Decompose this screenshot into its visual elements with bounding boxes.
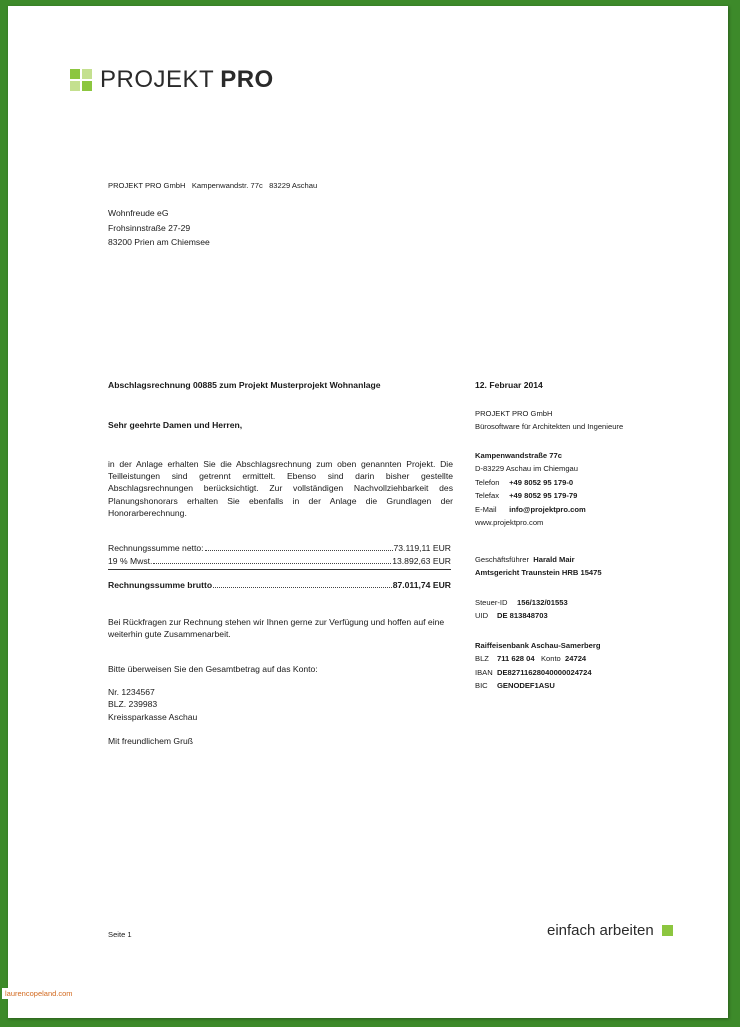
document-page (8, 6, 728, 1018)
netto-row (108, 543, 451, 556)
recipient-city: 83200 Prien am Chiemsee (108, 237, 210, 247)
netto-value: 73.119,11 EUR (393, 543, 451, 553)
bank-blz: BLZ 711 628 04 Konto 24724 (475, 654, 587, 664)
tax-id: Steuer-ID 156/132/01553 (475, 598, 568, 607)
company-phone: Telefon +49 8052 95 179-0 (475, 477, 574, 487)
account-bank: Kreissparkasse Aschau (108, 711, 198, 722)
page-number: Seite 1 (108, 930, 132, 939)
invoice-date: 12. Februar 2014 (475, 380, 543, 390)
invoice-subject: Abschlagsrechnung 00885 zum Projekt Musterprojekt Wohnanlage (108, 380, 381, 390)
intro-paragraph: in der Anlage erhalten Sie die Abschlagsrechnung zum oben genannten Projekt. Die Teilleistungen sind getrennt ermittelt. Ebenso sind darin bisher gestellte Abschlagsrechnungen berücksichtigt. Zur vollständigen Nachvollziehbarkeit des Planungshonorars erhalten Sie ebenfalls in der Anlage die Grundlagen der Honorarberechnung. (108, 459, 453, 518)
recipient-street: Frohsinnstraße 27-29 (108, 222, 191, 233)
company-bank (475, 639, 600, 693)
mwst-label: 19 % Mwst. (108, 556, 153, 566)
footer-tagline: einfach arbeiten (547, 922, 673, 939)
greeting: Sehr geehrte Damen und Herren, (108, 420, 243, 430)
questions-paragraph: Bei Rückfragen zur Rechnung stehen wir Ihnen gerne zur Verfügung und hoffen auf eine weiterhin gute Zusammenarbeit. (108, 617, 445, 640)
company-contact (475, 449, 586, 529)
company-street: Kampenwandstraße 77c (475, 451, 562, 460)
logo-mark-icon (70, 69, 92, 91)
company-tax (475, 596, 568, 623)
company-name: PROJEKT PRO GmbH (475, 409, 553, 418)
sender-line: PROJEKT PRO GmbH Kampenwandstr. 77c 83229 Aschau (108, 181, 318, 190)
company-court: Amtsgericht Traunstein HRB 15475 (475, 568, 602, 578)
company-email[interactable]: E-Mail info@projektpro.com (475, 504, 586, 514)
company-claim: Bürosoftware für Architekten und Ingenieure (475, 422, 624, 432)
company-info (475, 407, 623, 434)
account-number: Nr. 1234567 (108, 687, 155, 697)
transfer-paragraph: Bitte überweisen Sie den Gesamtbetrag auf das Konto: (108, 664, 318, 674)
watermark: laurencopeland.com (2, 988, 76, 999)
recipient-name: Wohnfreude eG (108, 208, 169, 218)
company-fax: Telefax +49 8052 95 179-79 (475, 491, 578, 501)
mwst-value: 13.892,63 EUR (392, 556, 451, 566)
recipient-address (108, 206, 210, 250)
company-web[interactable]: www.projektpro.com (475, 518, 544, 528)
bank-iban: IBAN DE82711628040000024724 (475, 667, 592, 677)
account-blz: BLZ. 239983 (108, 699, 158, 710)
bank-name: Raiffeisenbank Aschau-Samerberg (475, 641, 601, 650)
closing: Mit freundlichem Gruß (108, 736, 194, 746)
company-city: D-83229 Aschau im Chiemgau (475, 464, 578, 474)
brutto-label: Rechnungssumme brutto (108, 580, 213, 590)
company-logo (70, 66, 274, 94)
company-management (475, 553, 602, 580)
brutto-row (108, 580, 451, 593)
account-details (108, 686, 453, 723)
uid: UID DE 813848703 (475, 611, 548, 621)
brutto-value: 87.011,74 EUR (392, 580, 451, 590)
netto-label: Rechnungssumme netto: (108, 543, 204, 553)
bank-bic: BIC GENODEF1ASU (475, 681, 555, 691)
company-ceo: Geschäftsführer Harald Mair (475, 555, 575, 564)
invoice-sums (108, 543, 451, 593)
logo-text: PROJEKT PRO (100, 66, 274, 93)
tagline-square-icon (662, 925, 673, 936)
mwst-row (108, 556, 451, 569)
